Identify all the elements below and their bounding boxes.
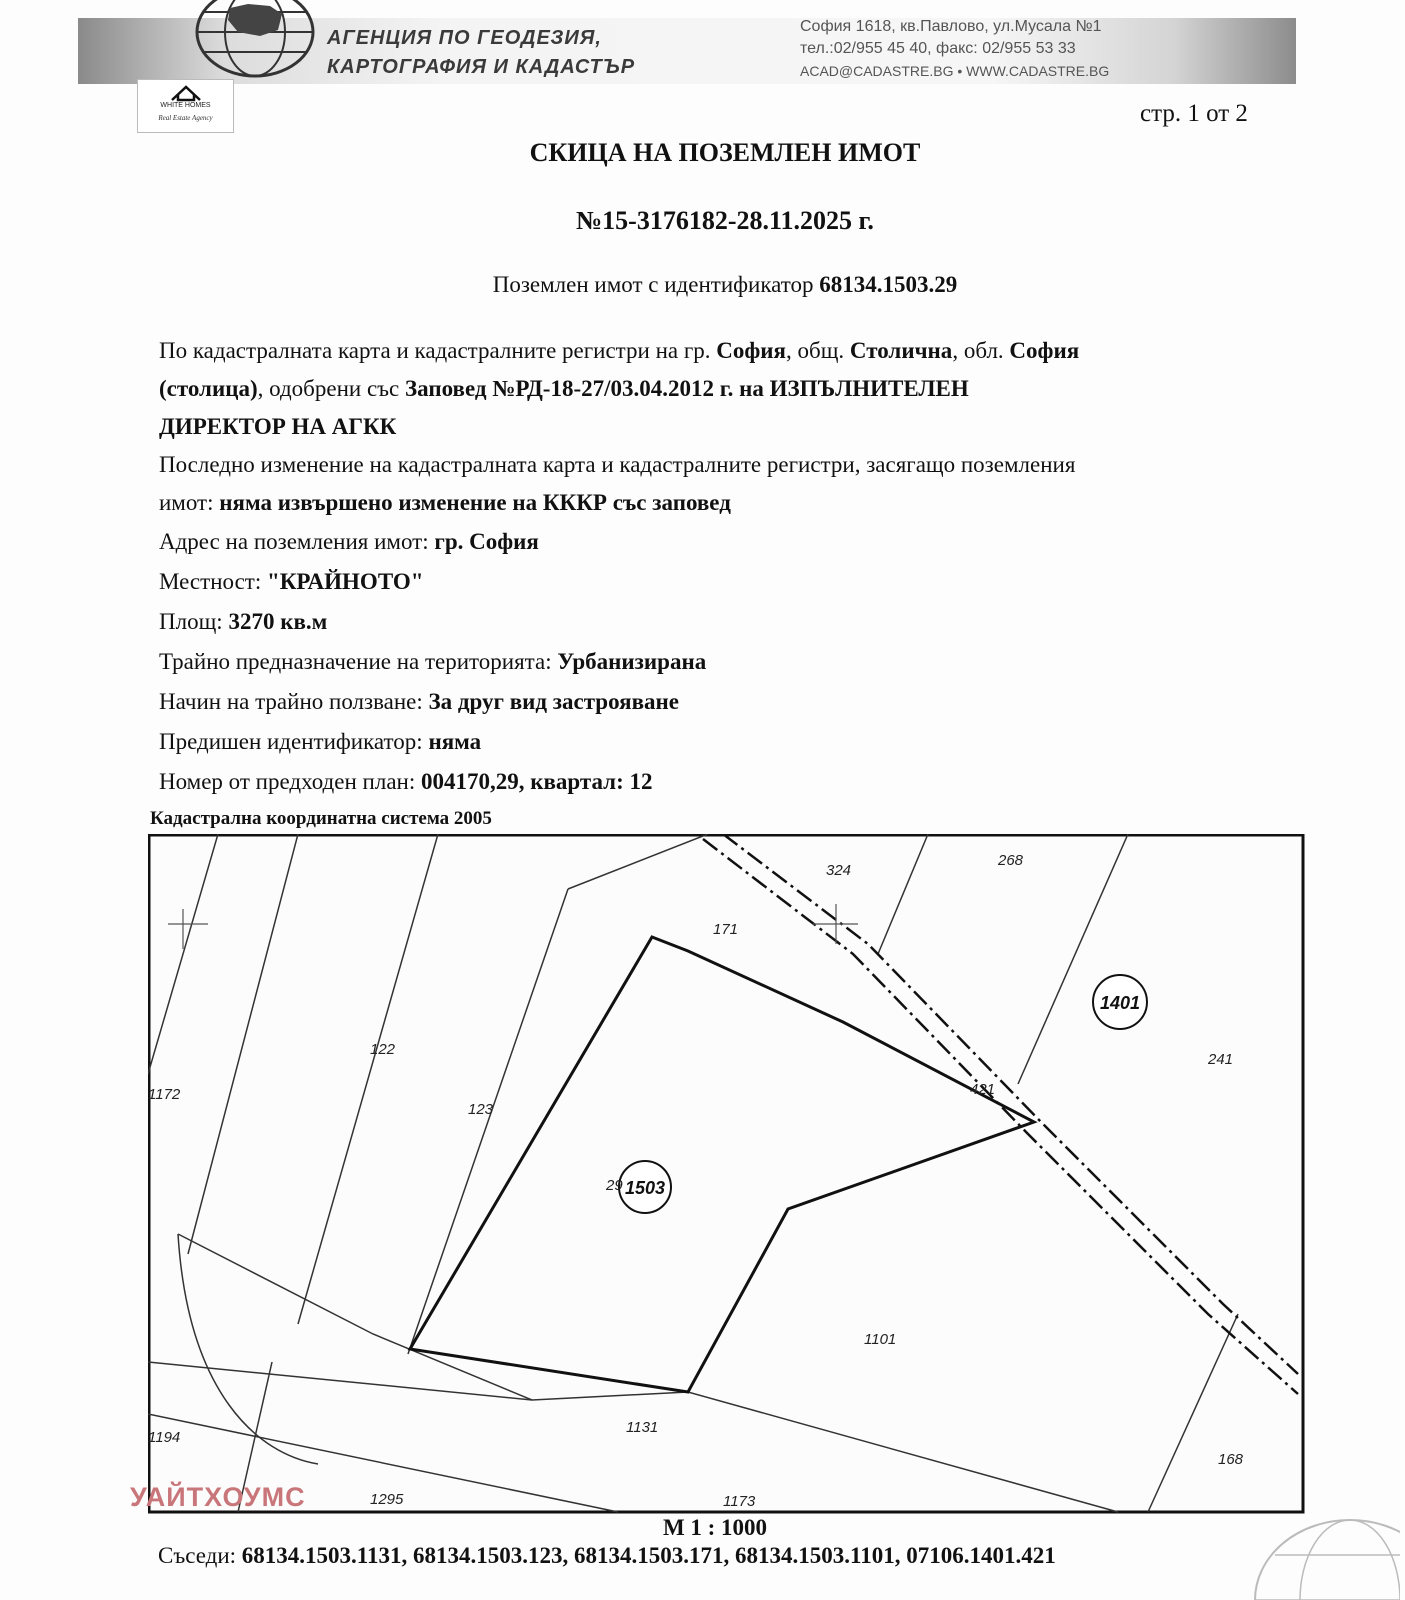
text-segment: , обл.: [952, 338, 1010, 363]
identifier-line: [0, 272, 1405, 298]
city-value: София: [716, 338, 786, 363]
parcel-label: 1194: [148, 1429, 181, 1446]
parcel-label: 122: [370, 1041, 396, 1058]
stamp-seal: [1240, 1505, 1400, 1600]
document-title: СКИЦА НА ПОЗЕМЛЕН ИМОТ: [529, 138, 921, 167]
locality-label: Местност:: [159, 569, 267, 594]
house-icon: [170, 84, 202, 102]
last-change-value: няма извършено изменение на КККР със заповед: [219, 490, 731, 515]
area-value: 3270 кв.м: [228, 609, 328, 634]
region-value: София: [1009, 338, 1080, 363]
director-value: ДИРЕКТОР НА АГКК: [159, 414, 397, 439]
address-label: Адрес на поземления имот:: [159, 529, 435, 554]
parcel-label: 268: [998, 852, 1024, 869]
previous-id-label: Предишен идентификатор:: [159, 729, 429, 754]
parcel-label: 168: [1218, 1451, 1244, 1468]
order-value: Заповед №РД-18-27/03.04.2012 г. на ИЗПЪЛНИТЕЛЕН: [405, 376, 969, 401]
page-number: стр. 1 от 2: [1140, 100, 1248, 127]
municipality-value: Столична: [849, 338, 953, 363]
text-segment: имот:: [159, 490, 220, 515]
agency-name-line2: КАРТОГРАФИЯ И КАДАСТЪР: [327, 56, 636, 78]
map-scale: М 1 : 1000: [662, 1515, 768, 1540]
text-segment: По кадастралната карта и кадастралните регистри на гр.: [159, 338, 717, 363]
locality-line: [159, 569, 424, 595]
region-suffix: (столица): [159, 376, 258, 401]
usage-label: Начин на трайно ползване:: [159, 689, 429, 714]
approval-line: [159, 376, 969, 402]
previous-plan-value: 004170,29, квартал: 12: [420, 769, 653, 794]
locality-value: "КРАЙНОТО": [266, 569, 424, 594]
purpose-line: [159, 649, 706, 675]
address-line: [159, 529, 539, 555]
text-segment: , одобрени със: [257, 376, 406, 401]
block-1503-label: 1503: [624, 1178, 666, 1198]
agency-globe-logo: [190, 0, 320, 90]
parcel-label: 1173: [723, 1493, 756, 1510]
purpose-label: Трайно предназначение на територията:: [159, 649, 558, 674]
parcel-label: 421: [970, 1081, 996, 1098]
area-line: [159, 609, 327, 635]
last-change-line: Последно изменение на кадастралната карта и кадастралните регистри, засягащо поземления: [159, 452, 1076, 477]
usage-value: За друг вид застрояване: [428, 689, 679, 714]
agency-name-line1: АГЕНЦИЯ ПО ГЕОДЕЗИЯ,: [327, 27, 602, 49]
cadastral-map: [148, 834, 1306, 1514]
parcel-label: 29: [606, 1177, 623, 1194]
parcel-label: 171: [713, 921, 739, 938]
neighbours-label: Съседи:: [158, 1543, 242, 1568]
watermark-text: УАЙТХОУМС: [130, 1482, 306, 1512]
previous-id-line: [159, 729, 481, 755]
parcel-label: 123: [468, 1101, 494, 1118]
white-homes-logo: [137, 79, 234, 133]
previous-plan-label: Номер от предходен план:: [159, 769, 421, 794]
block-1401-label: 1401: [1099, 993, 1141, 1013]
agency-phone: тел.:02/955 45 40, факс: 02/955 53 33: [800, 40, 1076, 57]
text-segment: , общ.: [786, 338, 850, 363]
logo-subtext: Real Estate Agency: [158, 114, 213, 122]
usage-line: [159, 689, 679, 715]
parcel-label: 241: [1208, 1051, 1234, 1068]
coordinate-system-label: Кадастрална координатна система 2005: [150, 808, 492, 829]
agency-web: ACAD@CADASTRE.BG • WWW.CADASTRE.BG: [800, 63, 1110, 79]
identifier-value: 68134.1503.29: [819, 272, 958, 297]
area-label: Площ:: [159, 609, 229, 634]
agency-address: София 1618, кв.Павлово, ул.Мусала №1: [800, 18, 1102, 35]
parcel-label: 1101: [864, 1331, 897, 1348]
parcel-label: 1131: [626, 1419, 659, 1436]
parcel-label: 1295: [370, 1491, 404, 1508]
last-change-line-2: [159, 490, 731, 516]
identifier-label: Поземлен имот с идентификатор: [492, 272, 820, 297]
neighbours-value: 68134.1503.1131, 68134.1503.123, 68134.1503.171, 68134.1503.1101, 07106.1401.421: [241, 1543, 1056, 1568]
purpose-value: Урбанизирана: [557, 649, 707, 674]
previous-id-value: няма: [428, 729, 482, 754]
previous-plan-line: [159, 769, 653, 795]
cadastral-map-line: [159, 338, 1079, 364]
address-value: гр. София: [434, 529, 539, 554]
neighbours-line: [158, 1543, 1056, 1569]
parcel-label: 1172: [148, 1086, 181, 1103]
logo-text: WHITE HOMES: [160, 102, 211, 109]
approval-line-2: [159, 414, 396, 440]
document-number: №15-3176182-28.11.2025 г.: [576, 206, 874, 235]
parcel-label: 324: [826, 862, 852, 879]
